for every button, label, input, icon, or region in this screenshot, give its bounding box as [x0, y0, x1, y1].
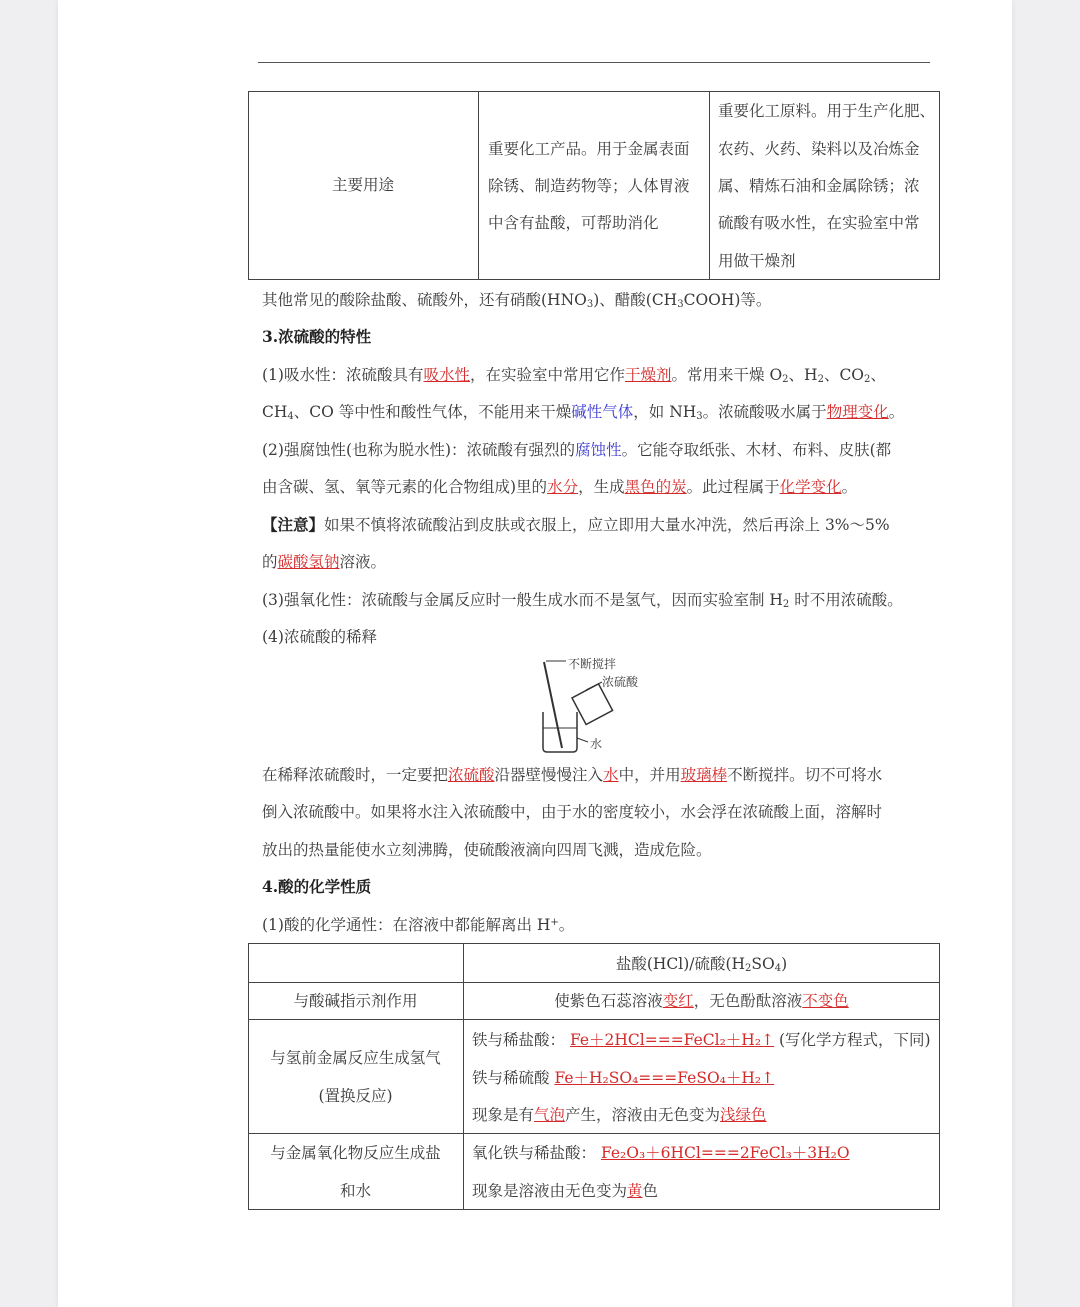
- answer-blank: 化学变化: [779, 478, 842, 496]
- table-divider: [248, 1019, 940, 1020]
- para-absorb-1: (1)吸水性：浓硫酸具有吸水性，在实验室中常用它作干燥剂。常用来干燥 $O_2$、$H_2$、$CO_2$、: [262, 366, 886, 385]
- usage-hcl-line: 除锈、制造药物等；人体胃液: [488, 177, 690, 195]
- para-dilution-3: 放出的热量能使水立刻沸腾，使硫酸液滴向四周飞溅，造成危险。: [262, 841, 712, 859]
- row-metal-line-3: 现象是有气泡产生，溶液由无色变为浅绿色: [472, 1106, 767, 1124]
- answer-blank: 物理变化: [826, 403, 889, 421]
- usage-h2so4-line: 硫酸有吸水性，在实验室中常: [718, 214, 920, 232]
- table-divider: [478, 91, 479, 280]
- para-oxidizing: (3)强氧化性：浓硫酸与金属反应时一般生成水而不是氢气，因而实验室制 $H_2$ 时不用浓硫酸。: [262, 591, 903, 610]
- row-oxide-label: 和水: [339, 1182, 371, 1200]
- answer-blank: 不变色: [802, 992, 849, 1010]
- row-indicator-content: 使紫色石蕊溶液变红，无色酚酞溶液不变色: [554, 992, 849, 1010]
- usage-h2so4-line: 属、精炼石油和金属除锈；浓: [718, 177, 920, 195]
- table-divider: [709, 91, 710, 280]
- para-absorb-2: $CH_4$、CO 等中性和酸性气体，不能用来干燥碱性气体，如 $NH_3$。浓硫酸吸水属于物理变化。: [262, 403, 905, 422]
- answer-blank: 水: [603, 766, 619, 784]
- answer-blank: 吸水性: [423, 366, 470, 384]
- document-page: [58, 0, 1012, 1307]
- row-metal-line-2: 铁与稀硫酸 Fe＋H₂SO₄===FeSO₄＋H₂↑: [472, 1069, 775, 1087]
- table-divider: [463, 943, 464, 1210]
- note-line-2: 的碳酸氢钠溶液。: [262, 553, 387, 571]
- answer-blank: 浓硫酸: [448, 766, 495, 784]
- fig-label-acid: 浓硫酸: [602, 675, 639, 689]
- answer-blank: 气泡: [534, 1106, 566, 1124]
- fig-label-water: 水: [590, 737, 603, 751]
- answer-blank: 变红: [662, 992, 694, 1010]
- equation-answer: Fe₂O₃＋6HCl===2FeCl₃＋3H₂O: [600, 1144, 850, 1162]
- section3-title: 3.浓硫酸的特性: [262, 327, 372, 346]
- para-dilution-2: 倒入浓硫酸中。如果将水注入浓硫酸中，由于水的密度较小，水会浮在浓硫酸上面，溶解时: [262, 803, 883, 821]
- other-acids-text: 其他常见的酸除盐酸、硫酸外，还有硝酸$(HNO_3)$、醋酸$(CH_3COOH)$等。: [262, 291, 772, 310]
- fig-label-stir: 不断搅拌: [568, 657, 617, 671]
- usage-hcl-line: 中含有盐酸，可帮助消化: [488, 214, 659, 232]
- answer-blank: 干燥剂: [625, 366, 672, 384]
- answer-blank: 黑色的炭: [624, 478, 687, 496]
- para-acid-general: (1)酸的化学通性：在溶液中都能解离出 H+。: [262, 916, 575, 934]
- equation-answer: Fe＋2HCl===FeCl₂＋H₂↑: [569, 1031, 775, 1049]
- beaker: [543, 712, 577, 752]
- para-corrosive-2: 由含碳、氢、氧等元素的化合物组成)里的水分，生成黑色的炭。此过程属于化学变化。: [262, 478, 858, 496]
- usage-h2so4-line: 用做干燥剂: [718, 252, 796, 270]
- table-divider: [248, 1133, 940, 1134]
- row-metal-label: (置换反应): [318, 1087, 393, 1105]
- usage-h2so4-line: 重要化工原料。用于生产化肥、: [718, 102, 936, 120]
- row-oxide-line-2: 现象是溶液由无色变为黄色: [472, 1182, 659, 1200]
- answer-blank: 碳酸氢钠: [277, 553, 340, 571]
- row-oxide-label: 与金属氧化物反应生成盐: [270, 1144, 441, 1162]
- para-corrosive-1: (2)强腐蚀性(也称为脱水性)：浓硫酸有强烈的腐蚀性。它能夺取纸张、木材、布料、皮肤(都: [262, 441, 892, 459]
- leader-line: [577, 738, 588, 742]
- answer-blank: 玻璃棒: [680, 766, 728, 784]
- row-oxide-line-1: 氧化铁与稀盐酸： Fe₂O₃＋6HCl===2FeCl₃＋3H₂O: [472, 1144, 850, 1162]
- glass-rod: [544, 662, 562, 748]
- answer-blank: 水分: [547, 478, 579, 496]
- table-header: 盐酸(HCl)/硫酸$(H_2SO_4)$: [615, 955, 788, 974]
- answer-blank: 黄: [627, 1182, 643, 1200]
- usage-h2so4-line: 农药、火药、染料以及冶炼金: [718, 140, 920, 158]
- para-dilution-title: (4)浓硫酸的稀释: [262, 628, 377, 646]
- answer-blank: 浅绿色: [720, 1106, 767, 1124]
- row-metal-label: 与氢前金属反应生成氢气: [270, 1049, 441, 1067]
- note-line-1: 【注意】如果不慎将浓硫酸沾到皮肤或衣服上，应立即用大量水冲洗，然后再涂上 3%～5%: [262, 515, 890, 534]
- usage-hcl-line: 重要化工产品。用于金属表面: [488, 140, 690, 158]
- table-divider: [248, 982, 940, 983]
- row-indicator-label: 与酸碱指示剂作用: [293, 992, 418, 1010]
- equation-answer: Fe＋H₂SO₄===FeSO₄＋H₂↑: [554, 1069, 775, 1087]
- para-dilution-1: 在稀释浓硫酸时，一定要把浓硫酸沿器壁慢慢注入水中，并用玻璃棒不断搅拌。切不可将水: [262, 766, 883, 784]
- row-metal-line-1: 铁与稀盐酸： Fe＋2HCl===FeCl₂＋H₂↑ (写化学方程式，下同): [472, 1031, 931, 1049]
- section4-title: 4.酸的化学性质: [262, 877, 372, 896]
- usage-label: 主要用途: [331, 176, 394, 194]
- header-rule: [258, 62, 930, 63]
